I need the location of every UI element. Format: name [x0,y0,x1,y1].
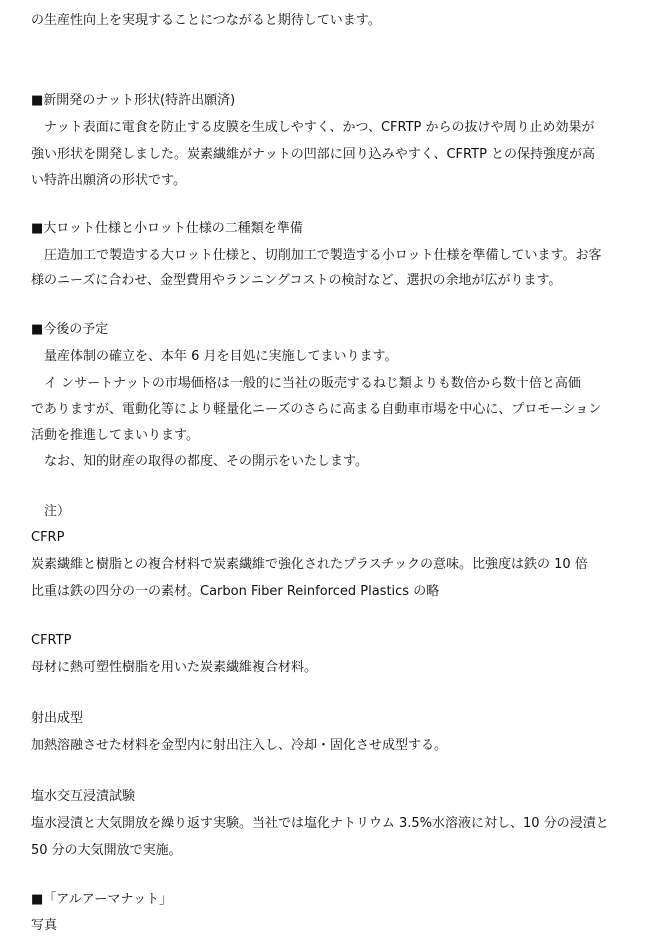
schedule-line-3: でありますが、電動化等により軽量化ニーズのさらに高まる自動車市場を中心に、プロモーション [31,402,602,417]
note-cfrp-line-2: 比重は鉄の四分の一の素材。Carbon Fiber Reinforced Plastics の略 [31,584,440,599]
schedule-line-2: イ ンサートナットの市場価格は一般的に当社の販売するねじ類よりも数倍から数十倍と高価 [31,376,581,391]
schedule-line-4: 活動を推進してまいります。 [31,428,199,443]
note-salt-spray-test-line-1: 塩水浸漬と大気開放を繰り返す実験。当社では塩化ナトリウム 3.5%水溶液に対し、10 分の浸漬と [31,816,609,831]
schedule-line-1: 量産体制の確立を、本年 6 月を目処に実施してまいります。 [31,349,398,364]
note-term-cfrp: CFRP [31,530,65,545]
lot-spec-heading: ■大ロット仕様と小ロット仕様の二種類を準備 [31,221,303,236]
note-cfrtp-line-1: 母材に熱可塑性樹脂を用いた炭素繊維複合材料。 [31,660,318,675]
schedule-heading: ■今後の予定 [31,322,109,337]
note-term-salt-spray-test: 塩水交互浸漬試験 [31,789,136,804]
nut-shape-line-3: い特許出願済の形状です。 [31,173,186,188]
nut-shape-line-1: ナット表面に電食を防止する皮膜を生成しやすく、かつ、CFRTP からの抜けや周り止め効果が [31,120,595,135]
notes-heading: 注） [31,504,71,519]
note-term-injection-molding: 射出成型 [31,711,84,726]
product-heading: ■「アルアーマナット」 [31,892,173,907]
lot-spec-line-1: 圧造加工で製造する大ロット仕様と、切削加工で製造する小ロット仕様を準備しています。お客 [31,248,602,263]
lot-spec-line-2: 様のニーズに合わせ、金型費用やランニングコストの検討など、選択の余地が広がります。 [31,273,562,288]
product-photo-label: 写真 [31,918,58,933]
note-term-cfrtp: CFRTP [31,633,72,648]
schedule-line-5: なお、知的財産の取得の都度、その開示をいたします。 [31,454,368,469]
note-injection-molding-line-1: 加熱溶融させた材料を金型内に射出注入し、冷却・固化させ成型する。 [31,738,448,753]
note-cfrp-line-1: 炭素繊維と樹脂との複合材料で炭素繊維で強化されたプラスチックの意味。比強度は鉄の 10 倍 [31,557,588,572]
nut-shape-heading: ■新開発のナット形状(特許出願済) [31,93,236,108]
intro-tail-text: の生産性向上を実現することにつながると期待しています。 [31,13,381,28]
note-salt-spray-test-line-2: 50 分の大気開放で実施。 [31,843,182,858]
nut-shape-line-2: 強い形状を開発しました。炭素繊維がナットの凹部に回り込みやすく、CFRTP との保持強度が高 [31,147,596,162]
